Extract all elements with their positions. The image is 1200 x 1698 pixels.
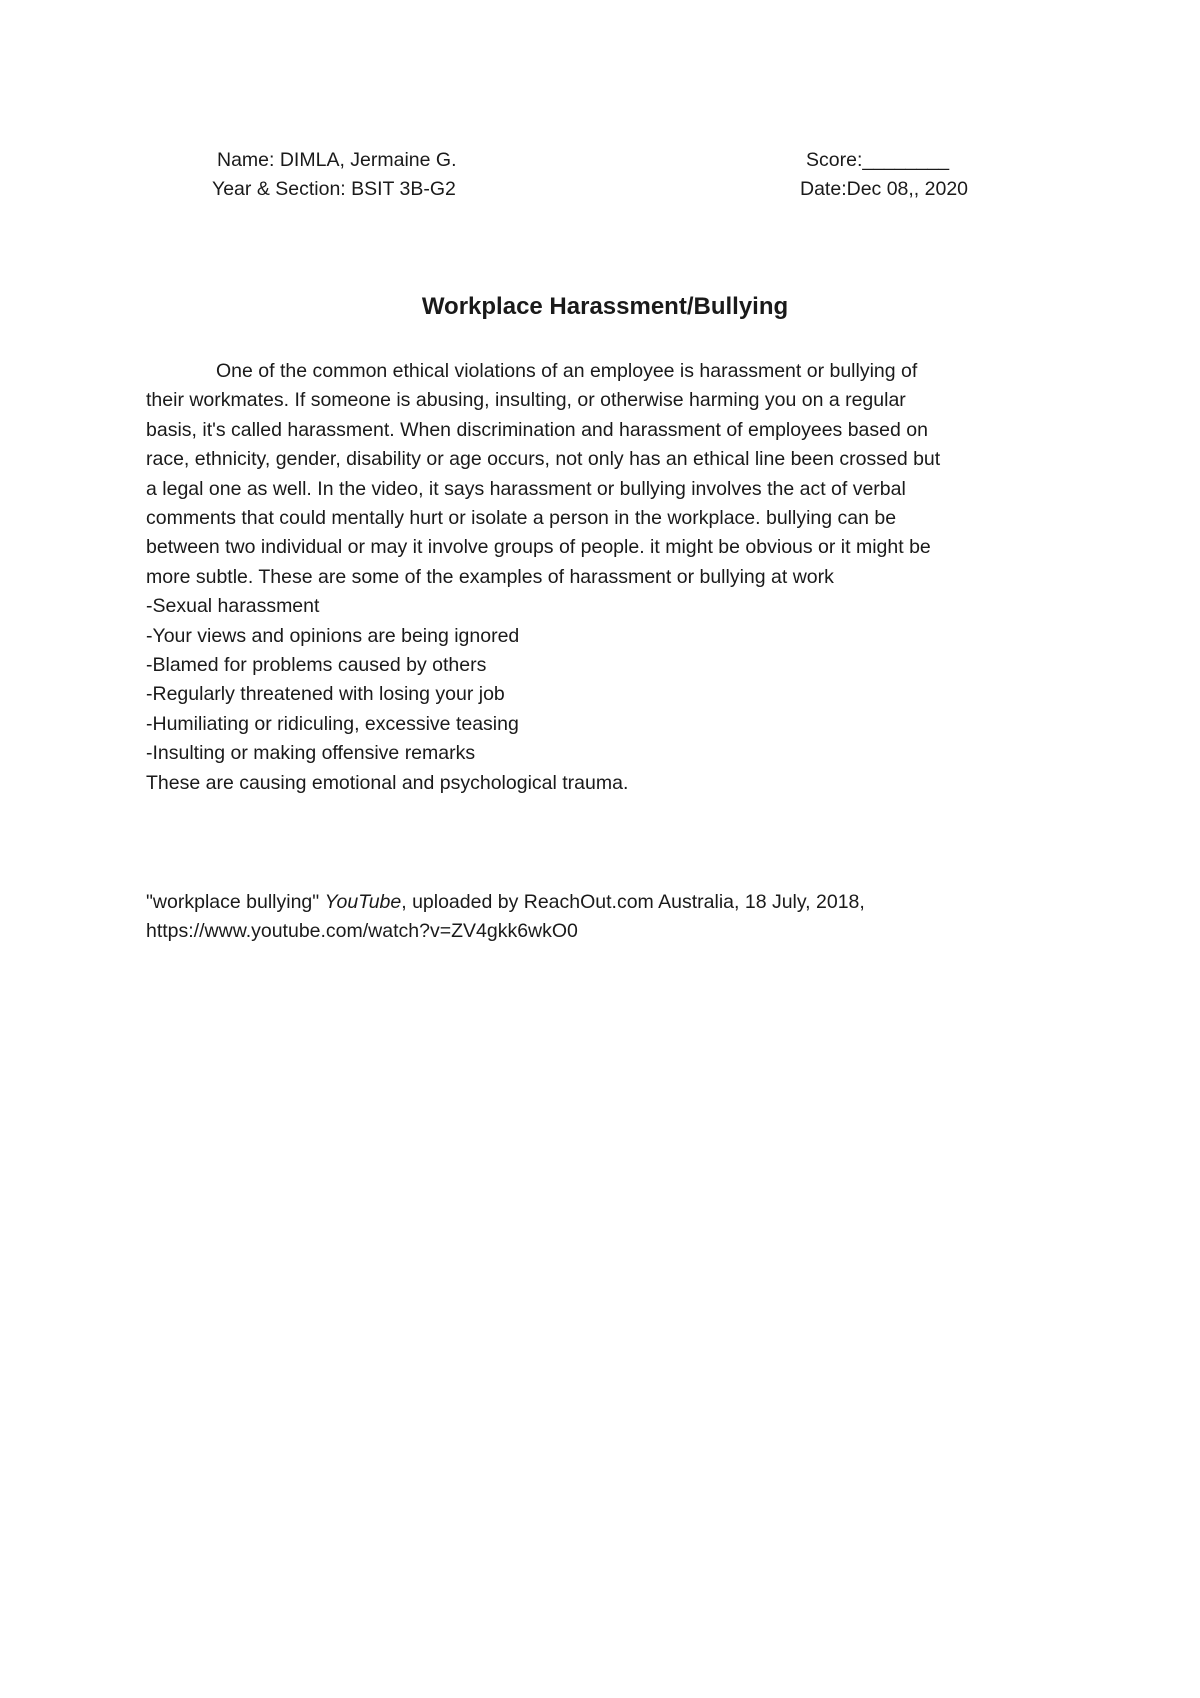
document-title: Workplace Harassment/Bullying	[421, 293, 789, 320]
citation-source: YouTube	[324, 891, 402, 913]
conclusion-text: These are causing emotional and psychological trauma.	[146, 771, 629, 794]
body-line: race, ethnicity, gender, disability or age occurs, not only has an ethical line been crossed but	[146, 448, 941, 471]
body-line: One of the common ethical violations of an employee is harassment or bullying of	[216, 360, 918, 382]
list-item: -Blamed for problems caused by others	[146, 654, 487, 677]
list-item: -Your views and opinions are being ignored	[146, 624, 520, 647]
list-item: -Regularly threatened with losing your job	[146, 683, 505, 706]
list-item: -Sexual harassment	[146, 595, 320, 618]
citation-details: , uploaded by ReachOut.com Australia, 18 July, 2018,	[401, 891, 865, 913]
body-line: a legal one as well. In the video, it says harassment or bullying involves the act of verbal	[146, 477, 906, 500]
citation	[146, 888, 1066, 947]
body-line: comments that could mentally hurt or isolate a person in the workplace. bullying can be	[146, 507, 897, 530]
student-section: Year & Section: BSIT 3B-G2	[212, 178, 456, 200]
list-item: -Humiliating or ridiculing, excessive teasing	[146, 712, 519, 735]
body-line: between two individual or may it involve groups of people. it might be obvious or it might be	[146, 536, 931, 559]
essay-body	[146, 357, 1066, 798]
grading-info	[800, 146, 968, 204]
body-line: their workmates. If someone is abusing, insulting, or otherwise harming you on a regular	[146, 389, 906, 412]
body-line: basis, it's called harassment. When discrimination and harassment of employees based on	[146, 418, 928, 441]
student-info	[212, 146, 457, 204]
date-field: Date:Dec 08,, 2020	[800, 178, 969, 200]
score-field: Score:________	[806, 149, 950, 171]
list-item: -Insulting or making offensive remarks	[146, 742, 476, 765]
citation-url: https://www.youtube.com/watch?v=ZV4gkk6wkO0	[146, 920, 578, 943]
citation-line	[146, 888, 1066, 917]
body-line: more subtle. These are some of the examples of harassment or bullying at work	[146, 565, 834, 588]
citation-quote: "workplace bullying"	[146, 891, 320, 913]
student-name: Name: DIMLA, Jermaine G.	[217, 149, 457, 171]
examples-list	[146, 592, 1066, 768]
